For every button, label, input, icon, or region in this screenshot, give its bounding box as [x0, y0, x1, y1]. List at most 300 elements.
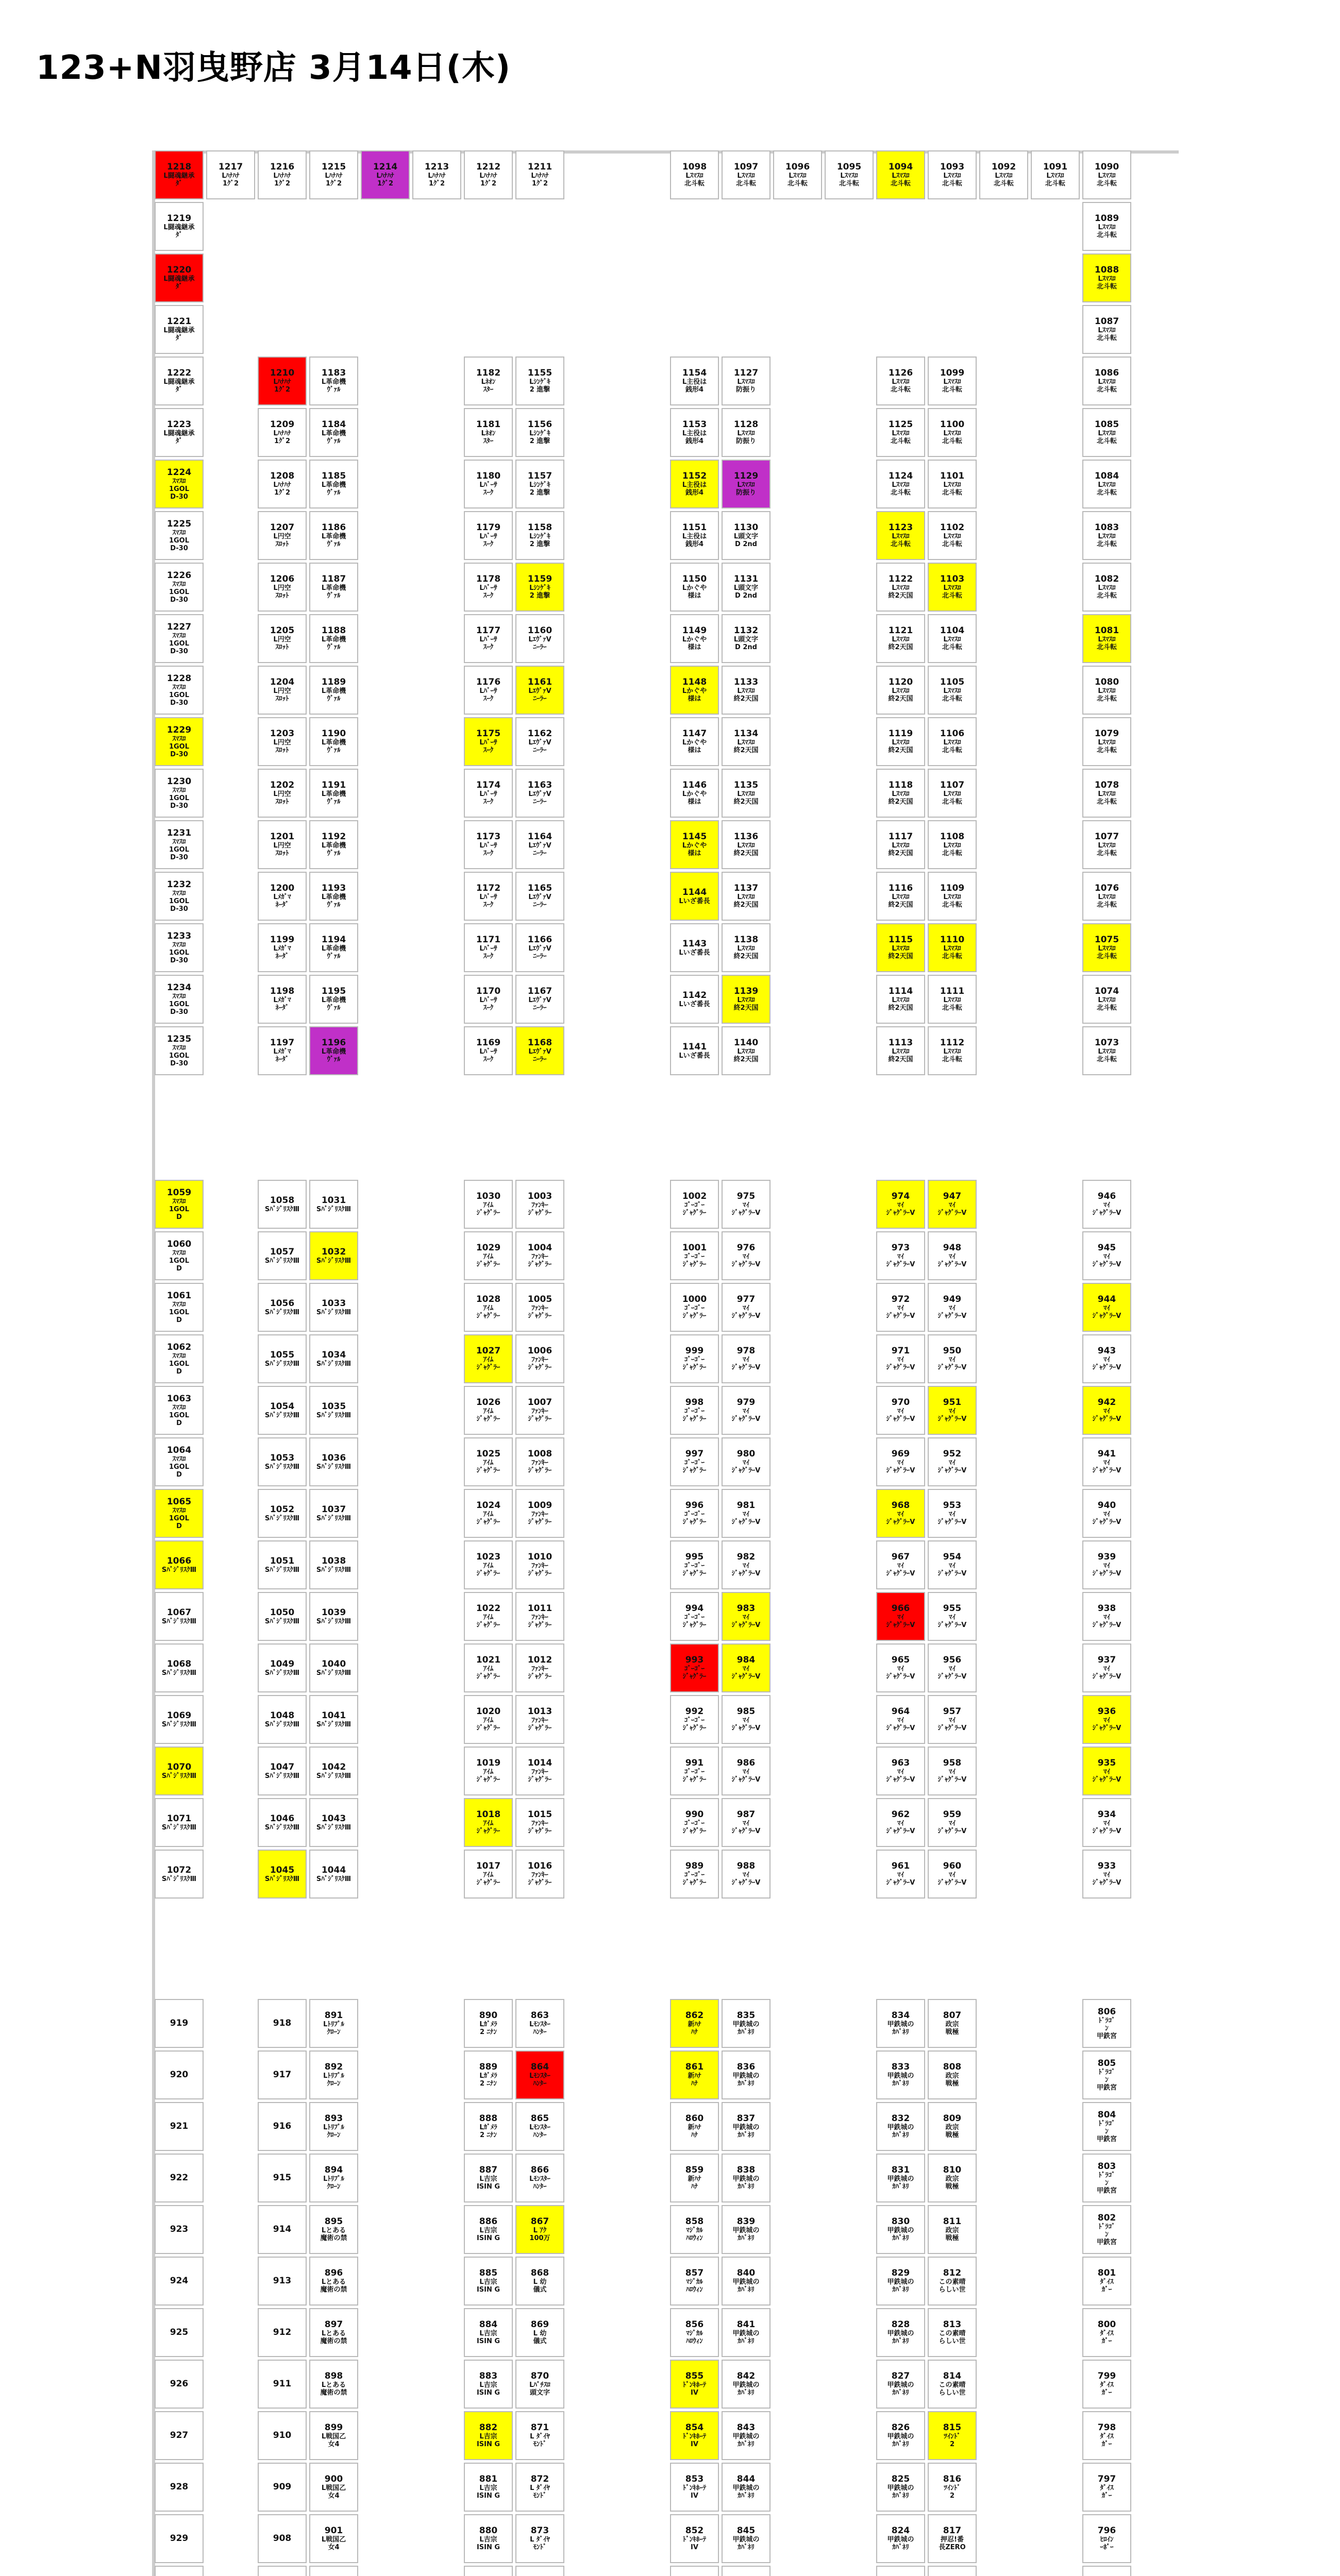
machine-title: Lｽﾏｽﾛ 終2天国	[733, 1048, 759, 1063]
machine-1168	[515, 1026, 564, 1075]
machine-title: SﾊﾞｼﾞﾘｽｸⅢ	[161, 1669, 197, 1677]
machine-number: 971	[891, 1346, 910, 1356]
machine-title: ﾏｲ ｼﾞｬｸﾞﾗｰV	[731, 1562, 761, 1578]
machine-1205	[258, 614, 307, 663]
machine-number: 1019	[476, 1758, 501, 1768]
machine-831	[876, 2154, 925, 2202]
machine-1204	[258, 666, 307, 715]
machine-title: L革命機 ｳﾞｧﾙ	[321, 739, 346, 754]
machine-title: Lｶﾞﾒﾗ 2 ﾆﾅﾝ	[479, 2124, 497, 2139]
machine-number: 1060	[166, 1239, 192, 1249]
machine-981	[722, 1489, 770, 1538]
machine-title: Lかぐや 様は	[682, 687, 707, 703]
machine-1201	[258, 820, 307, 869]
machine-1048	[258, 1695, 307, 1744]
machine-number: 942	[1097, 1397, 1116, 1408]
machine-number: 1008	[527, 1449, 552, 1459]
machine-971	[876, 1334, 925, 1383]
machine-number: 948	[943, 1243, 962, 1253]
machine-title: Lとある 魔術の禁	[320, 2278, 347, 2294]
machine-title: ﾏｲ ｼﾞｬｸﾞﾗｰV	[886, 1356, 915, 1371]
machine-number: 1220	[166, 265, 192, 275]
machine-number: 814	[943, 2371, 962, 2381]
machine-1146	[670, 769, 719, 818]
machine-title: L革命機 ｳﾞｧﾙ	[321, 584, 346, 600]
machine-title: ｽﾏｽﾛ 1GOL D	[169, 1352, 190, 1376]
machine-1112	[928, 1026, 977, 1075]
machine-987	[722, 1798, 770, 1847]
machine-title: ﾌｧﾝｷｰ ｼﾞｬｸﾞﾗｰ	[528, 1459, 552, 1475]
machine-number: 957	[943, 1706, 962, 1717]
machine-950	[928, 1334, 977, 1383]
machine-number: 1183	[321, 368, 346, 378]
machine-1100	[928, 408, 977, 457]
machine-795	[1082, 2566, 1131, 2576]
machine-title: L革命機 ｳﾞｧﾙ	[321, 687, 346, 703]
machine-1212	[464, 150, 513, 199]
machine-852	[670, 2514, 719, 2563]
machine-804	[1082, 2102, 1131, 2151]
machine-number: 1045	[270, 1865, 295, 1875]
machine-title: LｴｳﾞｧV ﾆｰﾗｰ	[528, 893, 551, 909]
machine-1006	[515, 1334, 564, 1383]
machine-number: 800	[1097, 2319, 1116, 2330]
machine-number: 1201	[270, 832, 295, 842]
machine-number: 1078	[1094, 780, 1119, 790]
machine-824	[876, 2514, 925, 2563]
machine-title: Lｽﾏｽﾛ 北斗転	[942, 893, 962, 909]
machine-title: LｴｳﾞｧV ﾆｰﾗｰ	[528, 687, 551, 703]
machine-886	[464, 2205, 513, 2254]
machine-title: Lｽﾏｽﾛ 終2天国	[888, 636, 913, 651]
machine-title: Lｽﾏｽﾛ 終2天国	[733, 842, 759, 857]
machine-1177	[464, 614, 513, 663]
machine-1207	[258, 511, 307, 560]
machine-title: 甲鉄城の ｶﾊﾞﾈﾘ	[732, 2536, 760, 2551]
machine-number: 1022	[476, 1603, 501, 1614]
machine-number: 1193	[321, 883, 346, 893]
machine-title: Lｽﾏｽﾛ 防振り	[735, 378, 756, 394]
machine-title: L革命機 ｳﾞｧﾙ	[321, 430, 346, 445]
machine-number: 1225	[166, 518, 192, 529]
machine-number: 829	[891, 2268, 910, 2278]
machine-number: 843	[736, 2422, 756, 2433]
machine-title: Lﾊﾅﾊﾅ 1ｸﾞ2	[376, 172, 394, 188]
machine-1083	[1082, 511, 1131, 560]
machine-title: L円空 ｽﾛｯﾄ	[273, 790, 291, 806]
machine-number: 1110	[940, 935, 965, 945]
machine-1180	[464, 460, 513, 509]
machine-title: L闘魂継承 ﾀﾞ	[163, 275, 195, 291]
machine-number: 1079	[1094, 728, 1119, 739]
machine-title: Lｽﾏｽﾛ 北斗転	[942, 533, 962, 548]
machine-1016	[515, 1850, 564, 1899]
machine-number: 1172	[476, 883, 501, 893]
machine-title: この素晴 らしい世	[939, 2278, 966, 2294]
machine-title: Lｽﾏｽﾛ 北斗転	[1096, 224, 1117, 239]
machine-title: L ﾀﾞｲﾔ ﾓﾝﾄﾞ	[530, 2484, 550, 2500]
machine-1051	[258, 1540, 307, 1589]
machine-number: 1034	[321, 1349, 346, 1360]
machine-number: 889	[479, 2062, 498, 2072]
machine-1171	[464, 923, 513, 972]
machine-number: 946	[1097, 1191, 1116, 1201]
machine-title: Lｽﾏｽﾛ 北斗転	[1096, 275, 1117, 291]
machine-899	[309, 2411, 358, 2460]
machine-number: 1222	[166, 368, 192, 378]
machine-1147	[670, 717, 719, 766]
machine-title: ｽﾏｽﾛ 1GOL D	[169, 1249, 190, 1273]
machine-number: 961	[891, 1861, 910, 1871]
machine-title: ｱｲﾑ ｼﾞｬｸﾞﾗｰ	[476, 1356, 500, 1371]
machine-1076	[1082, 872, 1131, 921]
machine-title: ﾏｲ ｼﾞｬｸﾞﾗｰV	[731, 1201, 761, 1217]
machine-number: 1103	[940, 574, 965, 584]
machine-title: ｱｲﾑ ｼﾞｬｸﾞﾗｰ	[476, 1562, 500, 1578]
machine-number: 1082	[1094, 574, 1119, 584]
machine-799	[1082, 2360, 1131, 2409]
machine-number: 1089	[1094, 213, 1119, 224]
machine-title: ﾂｲﾝﾄﾞ 2	[944, 2433, 961, 2448]
machine-1098	[670, 150, 719, 199]
machine-number: 953	[943, 1500, 962, 1511]
machine-title: ﾏｲ ｼﾞｬｸﾞﾗｰV	[1092, 1871, 1121, 1887]
machine-title: ｽﾏｽﾛ 1GOL D-30	[169, 786, 190, 810]
machine-title: 甲鉄城の ｶﾊﾞﾈﾘ	[732, 2433, 760, 2448]
machine-number: 1234	[166, 982, 192, 993]
machine-937	[1082, 1643, 1131, 1692]
machine-1005	[515, 1283, 564, 1332]
machine-1197	[258, 1026, 307, 1075]
machine-890	[464, 1999, 513, 2048]
machine-title: ﾄﾞﾗｺﾞ ﾝ 甲鉄宮	[1096, 2068, 1117, 2092]
machine-title: Lｽﾏｽﾛ 北斗転	[684, 172, 705, 188]
machine-1149	[670, 614, 719, 663]
machine-number: 1179	[476, 522, 501, 533]
machine-title: ｱｲﾑ ｼﾞｬｸﾞﾗｰ	[476, 1253, 500, 1268]
machine-1191	[309, 769, 358, 818]
machine-title: ﾀﾞｲｽ ｶﾞｰ	[1100, 2433, 1114, 2448]
machine-1157	[515, 460, 564, 509]
machine-title: ﾏｲ ｼﾞｬｸﾞﾗｰV	[1092, 1665, 1121, 1681]
machine-number: 987	[736, 1809, 756, 1820]
machine-title: L革命機 ｳﾞｧﾙ	[321, 533, 346, 548]
machine-title: Lいざ番長	[679, 948, 710, 957]
machine-number: 826	[891, 2422, 910, 2433]
machine-title: SﾊﾞｼﾞﾘｽｸⅢ	[264, 1617, 300, 1625]
machine-826	[876, 2411, 925, 2460]
machine-number: 899	[324, 2422, 343, 2433]
machine-number: 1000	[682, 1294, 707, 1304]
machine-title: L革命機 ｳﾞｧﾙ	[321, 996, 346, 1012]
machine-number: 1156	[527, 419, 552, 430]
machine-number: 996	[685, 1500, 704, 1511]
machine-1002	[670, 1180, 719, 1229]
machine-881	[464, 2463, 513, 2512]
machine-title: L円空 ｽﾛｯﾄ	[273, 687, 291, 703]
machine-1139	[722, 975, 770, 1024]
machine-number: 834	[891, 2010, 910, 2021]
machine-1167	[515, 975, 564, 1024]
machine-number: 1181	[476, 419, 501, 430]
machine-title: ﾀﾞｲｽ ｶﾞｰ	[1100, 2484, 1114, 2500]
machine-number: 893	[324, 2113, 343, 2124]
machine-number: 1137	[733, 883, 759, 893]
machine-number: 1080	[1094, 677, 1119, 687]
machine-title: SﾊﾞｼﾞﾘｽｸⅢ	[316, 1411, 351, 1419]
machine-title: SﾊﾞｼﾞﾘｽｸⅢ	[264, 1823, 300, 1832]
machine-962	[876, 1798, 925, 1847]
machine-title: Lｽﾏｽﾛ 北斗転	[1096, 481, 1117, 497]
machine-title: SﾊﾞｼﾞﾘｽｸⅢ	[316, 1308, 351, 1316]
machine-title: L ﾀﾞｲﾔ ﾓﾝﾄﾞ	[530, 2536, 550, 2551]
machine-1181	[464, 408, 513, 457]
machine-number: 1113	[888, 1038, 913, 1048]
machine-1022	[464, 1592, 513, 1641]
machine-title: Lｽﾏｽﾛ 終2天国	[733, 790, 759, 806]
machine-title: Lﾊﾅﾊﾅ 1ｸﾞ2	[222, 172, 240, 188]
machine-title: Lﾊﾞｰｻ ｽｰｸ	[479, 533, 497, 548]
machine-1151	[670, 511, 719, 560]
machine-number: 937	[1097, 1655, 1116, 1665]
machine-title: SﾊﾞｼﾞﾘｽｸⅢ	[264, 1463, 300, 1471]
machine-number: 885	[479, 2268, 498, 2278]
machine-908	[258, 2514, 307, 2563]
machine-title: SﾊﾞｼﾞﾘｽｸⅢ	[161, 1566, 197, 1574]
machine-number: 919	[170, 2018, 189, 2028]
machine-number: 894	[324, 2165, 343, 2175]
machine-number: 1232	[166, 879, 192, 890]
machine-title: Lﾊﾞｰｻ ｽｰｸ	[479, 996, 497, 1012]
machine-number: 1129	[733, 471, 759, 481]
machine-1126	[876, 357, 925, 405]
machine-number: 979	[736, 1397, 756, 1408]
machine-841	[722, 2308, 770, 2357]
machine-title: Lﾊﾞｰｻ ｽｰｸ	[479, 584, 497, 600]
machine-number: 999	[685, 1346, 704, 1356]
machine-number: 920	[170, 2070, 189, 2080]
machine-title: ｱｲﾑ ｼﾞｬｸﾞﾗｰ	[476, 1665, 500, 1681]
machine-title: LｴｳﾞｧV ﾆｰﾗｰ	[528, 739, 551, 754]
machine-title: ﾏｲ ｼﾞｬｸﾞﾗｰV	[731, 1614, 761, 1629]
machine-798	[1082, 2411, 1131, 2460]
machine-number: 887	[479, 2165, 498, 2175]
machine-1124	[876, 460, 925, 509]
machine-number: 1125	[888, 419, 913, 430]
machine-853	[670, 2463, 719, 2512]
machine-number: 997	[685, 1449, 704, 1459]
machine-number: 1189	[321, 677, 346, 687]
machine-number: 836	[736, 2062, 756, 2072]
machine-1189	[309, 666, 358, 715]
machine-1185	[309, 460, 358, 509]
machine-946	[1082, 1180, 1131, 1229]
machine-title: ｽﾏｽﾛ 1GOL D	[169, 1197, 190, 1221]
machine-title: SﾊﾞｼﾞﾘｽｸⅢ	[264, 1720, 300, 1728]
machine-number: 856	[685, 2319, 704, 2330]
machine-840	[722, 2257, 770, 2306]
machine-number: 1121	[888, 625, 913, 636]
machine-966	[876, 1592, 925, 1641]
machine-number: 1092	[991, 162, 1016, 172]
machine-title: Lｽﾏｽﾛ 北斗転	[890, 172, 911, 188]
machine-1063	[155, 1386, 204, 1435]
machine-title: L革命機 ｳﾞｧﾙ	[321, 636, 346, 651]
machine-number: 799	[1097, 2371, 1116, 2381]
machine-title: L主役は 銭形4	[682, 430, 707, 445]
machine-title: ｽﾏｽﾛ 1GOL D-30	[169, 529, 190, 552]
machine-number: 1170	[476, 986, 501, 996]
machine-title: ﾏｲ ｼﾞｬｸﾞﾗｰV	[937, 1356, 967, 1371]
machine-title: ﾏｲ ｼﾞｬｸﾞﾗｰV	[886, 1511, 915, 1526]
machine-title: ﾏｲ ｼﾞｬｸﾞﾗｰV	[731, 1768, 761, 1784]
machine-1097	[722, 150, 770, 199]
machine-title: 押忍!番 長ZERO	[939, 2536, 966, 2551]
machine-title: Lﾓﾝｽﾀｰ ﾊﾝﾀｰ	[529, 2175, 550, 2191]
machine-1113	[876, 1026, 925, 1075]
machine-number: 1185	[321, 471, 346, 481]
machine-1043	[309, 1798, 358, 1847]
machine-title: 甲鉄城の ｶﾊﾞﾈﾘ	[732, 2175, 760, 2191]
machine-1023	[464, 1540, 513, 1589]
machine-1194	[309, 923, 358, 972]
machine-940	[1082, 1489, 1131, 1538]
machine-number: 797	[1097, 2474, 1116, 2484]
machine-number: 880	[479, 2526, 498, 2536]
machine-1072	[155, 1850, 204, 1899]
machine-1092	[979, 150, 1028, 199]
machine-title: Lﾊﾞｰｻ ｽｰｸ	[479, 739, 497, 754]
machine-1195	[309, 975, 358, 1024]
machine-number: 975	[736, 1191, 756, 1201]
machine-941	[1082, 1437, 1131, 1486]
machine-1037	[309, 1489, 358, 1538]
machine-1055	[258, 1334, 307, 1383]
machine-title: Lｽﾏｽﾛ 終2天国	[733, 945, 759, 960]
machine-1057	[258, 1231, 307, 1280]
machine-1231	[155, 820, 204, 869]
machine-title: Lﾈｵﾝ ｽﾀｰ	[481, 378, 496, 394]
machine-number: 1218	[166, 162, 192, 172]
machine-number: 1210	[270, 368, 295, 378]
machine-number: 1190	[321, 728, 346, 739]
machine-number: 917	[273, 2070, 292, 2080]
machine-title: ｱｲﾑ ｼﾞｬｸﾞﾗｰ	[476, 1408, 500, 1423]
machine-882	[464, 2411, 513, 2460]
machine-930	[155, 2566, 204, 2576]
machine-1152	[670, 460, 719, 509]
machine-title: ｱｲﾑ ｼﾞｬｸﾞﾗｰ	[476, 1614, 500, 1629]
machine-936	[1082, 1695, 1131, 1744]
machine-title: SﾊﾞｼﾞﾘｽｸⅢ	[264, 1308, 300, 1316]
machine-1086	[1082, 357, 1131, 405]
machine-1088	[1082, 253, 1131, 302]
machine-868	[515, 2257, 564, 2306]
machine-number: 1122	[888, 574, 913, 584]
machine-title: Lﾊﾞｰｻ ｽｰｸ	[479, 1048, 497, 1063]
machine-number: 993	[685, 1655, 704, 1665]
machine-1117	[876, 820, 925, 869]
machine-984	[722, 1643, 770, 1692]
machine-817	[928, 2514, 977, 2563]
machine-title: Lｽﾏｽﾛ 北斗転	[1045, 172, 1065, 188]
machine-number: 1223	[166, 419, 192, 430]
machine-title: ﾌｧﾝｷｰ ｼﾞｬｸﾞﾗｰ	[528, 1614, 552, 1629]
machine-955	[928, 1592, 977, 1641]
machine-number: 967	[891, 1552, 910, 1562]
machine-965	[876, 1643, 925, 1692]
machine-title: LｴｳﾞｧV ﾆｰﾗｰ	[528, 636, 551, 651]
machine-number: 1160	[527, 625, 552, 636]
machine-title: Lｽﾏｽﾛ 北斗転	[942, 739, 962, 754]
machine-title: L 幼 儀式	[533, 2330, 547, 2345]
machine-number: 1123	[888, 522, 913, 533]
machine-832	[876, 2102, 925, 2151]
machine-number: 974	[891, 1191, 910, 1201]
machine-title: SﾊﾞｼﾞﾘｽｸⅢ	[316, 1205, 351, 1213]
machine-title: ﾋﾛｲﾝ ｰﾎﾟｰ	[1100, 2536, 1114, 2551]
machine-1223	[155, 408, 204, 457]
machine-title: Lﾓﾝｽﾀｰ ﾊﾝﾀｰ	[529, 2072, 550, 2088]
machine-884	[464, 2308, 513, 2357]
machine-title: Lﾊﾅﾊﾅ 1ｸﾞ2	[479, 172, 497, 188]
machine-number: 1074	[1094, 986, 1119, 996]
machine-1123	[876, 511, 925, 560]
machine-828	[876, 2308, 925, 2357]
machine-number: 1085	[1094, 419, 1119, 430]
machine-number: 1016	[527, 1861, 552, 1871]
machine-796	[1082, 2514, 1131, 2563]
machine-1010	[515, 1540, 564, 1589]
machine-number: 832	[891, 2113, 910, 2124]
machine-1018	[464, 1798, 513, 1847]
machine-title: ｱｲﾑ ｼﾞｬｸﾞﾗｰ	[476, 1768, 500, 1784]
machine-number: 973	[891, 1243, 910, 1253]
machine-922	[155, 2154, 204, 2202]
machine-number: 863	[530, 2010, 549, 2021]
machine-title: ﾏｲ ｼﾞｬｸﾞﾗｰV	[937, 1201, 967, 1217]
machine-number: 1211	[527, 162, 552, 172]
machine-867	[515, 2205, 564, 2254]
machine-1210	[258, 357, 307, 405]
machine-title: Lｽﾏｽﾛ 北斗転	[839, 172, 859, 188]
machine-title: Lｽﾏｽﾛ 北斗転	[942, 378, 962, 394]
machine-846	[722, 2566, 770, 2576]
machine-1219	[155, 202, 204, 251]
machine-number: 1046	[270, 1813, 295, 1824]
machine-number: 873	[530, 2526, 549, 2536]
machine-number: 1011	[527, 1603, 552, 1614]
machine-896	[309, 2257, 358, 2306]
machine-1049	[258, 1643, 307, 1692]
machine-number: 1064	[166, 1445, 192, 1455]
machine-857	[670, 2257, 719, 2306]
machine-number: 951	[943, 1397, 962, 1408]
machine-number: 891	[324, 2010, 343, 2021]
machine-1090	[1082, 150, 1131, 199]
machine-number: 872	[530, 2474, 549, 2484]
machine-975	[722, 1180, 770, 1229]
machine-title: L円空 ｽﾛｯﾄ	[273, 584, 291, 600]
machine-number: 1065	[166, 1496, 192, 1507]
machine-title: L闘魂継承 ﾀﾞ	[163, 378, 195, 394]
machine-number: 1095	[836, 162, 862, 172]
machine-823	[876, 2566, 925, 2576]
machine-number: 1105	[940, 677, 965, 687]
machine-number: 1144	[682, 887, 707, 897]
machine-number: 1101	[940, 471, 965, 481]
machine-1101	[928, 460, 977, 509]
